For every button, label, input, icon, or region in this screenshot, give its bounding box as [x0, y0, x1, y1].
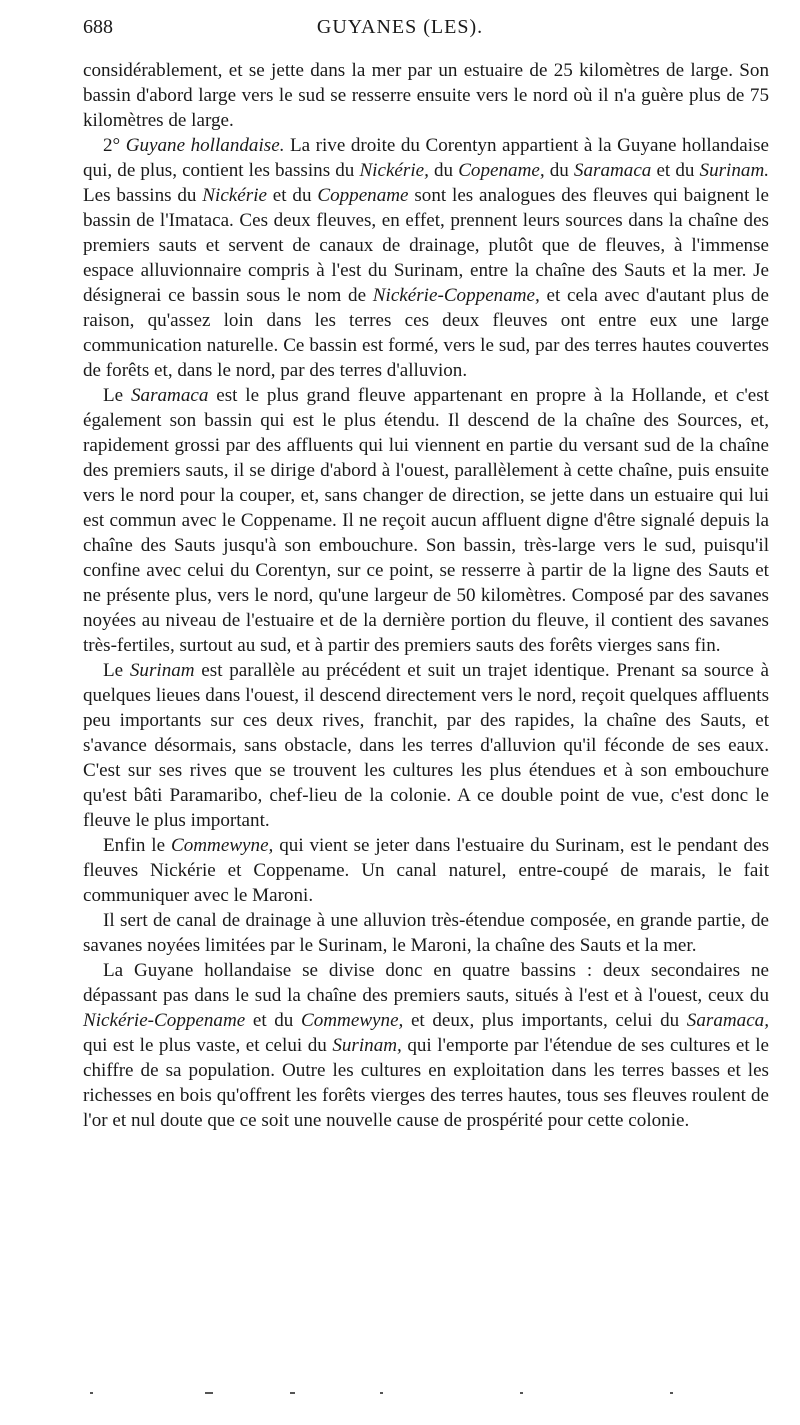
- text-run: est parallèle au précédent et suit un trajet identique. Prenant sa source à quelques lieues dans l'ouest, il descend directement vers le nord, reçoit quelques affluents peu importants sur ces deux rives, franchit, par des rapides, la chaîne des Sauts, et s'avance désormais, sans obstacle, dans les terres d'alluvion qu'il féconde de ses eaux. C'est sur ses rives que se trouvent les cultures les plus étendues et à son embouchure qu'est bâti Paramaribo, chef-lieu de la colonie. A ce double point de vue, c'est donc le fleuve le plus important.: [83, 660, 769, 831]
- italic-term: Saramaca,: [686, 1010, 769, 1031]
- text-run: La Guyane hollandaise se divise donc en quatre bassins : deux secondaires ne dépassant pas dans le sud la chaîne des premiers sauts, situés à l'est et à l'ouest, ceux du: [83, 960, 769, 1006]
- body-text: [83, 58, 769, 1133]
- text-run: Le: [103, 660, 130, 681]
- paragraph-p1: [83, 58, 769, 133]
- text-run: sont les analogues des fleuves qui baignent le bassin de l'Imataca. Ces deux fleuves, en effet, prennent leurs sources dans la chaîne des premiers sauts et servent de canaux de drainage, plutôt que de fleuves, à l'immense espace alluvionnaire compris à l'est du Surinam, entre la chaîne des Sauts et la mer. Je désignerai ce bassin sous le nom de: [83, 185, 770, 306]
- text-run: et du: [245, 1010, 301, 1031]
- text-run: Enfin le: [103, 835, 171, 856]
- italic-term: Commewyne,: [170, 835, 274, 856]
- text-run: et cela avec d'autant plus de raison, qu'assez loin dans les terres ces deux fleuves ont entre eux une large communication naturelle. Ce bassin est formé, vers le sud, par des terres hautes couvertes de forêts et, dans le nord, par des terres d'alluvion.: [83, 285, 769, 381]
- italic-term: Nickérie-Coppename: [83, 1010, 246, 1031]
- text-run: Le: [103, 385, 131, 406]
- italic-term: Nickérie,: [359, 160, 429, 181]
- italic-term: Nickérie: [202, 185, 267, 206]
- text-run: du: [428, 160, 459, 181]
- running-title: GUYANES (LES).: [316, 16, 484, 38]
- text-run: La rive droite du Corentyn appartient à la Guyane hollandaise qui, de plus, contient les bassins du: [83, 135, 769, 181]
- paragraph-p5: [83, 833, 769, 908]
- page-number: 688: [83, 16, 113, 38]
- paragraph-p3: [83, 383, 769, 658]
- text-run: qui vient se jeter dans l'estuaire du Surinam, est le pendant des fleuves Nickérie et Coppename. Un canal naturel, entre-coupé de marais, le fait communiquer avec le Maroni.: [83, 835, 769, 906]
- paragraph-p4: [83, 658, 769, 833]
- text-run: est le plus grand fleuve appartenant en propre à la Hollande, et c'est également son bassin qui est le plus étendu. Il descend de la chaîne des Sources, et, rapidement grossi par des affluents qui lui viennent en partie du versant sud de la chaîne des premiers sauts, il se dirige d'abord à l'ouest, parallèlement à cette chaîne, puis ensuite vers le nord pour la couper, et, sans changer de direction, se jette dans un estuaire qui lui est commun avec le Coppename. Il ne reçoit aucun affluent digne d'être signalé depuis la chaîne des Sauts jusqu'à son embouchure. Son bassin, très-large vers le sud, puisqu'il confine avec celui du Corentyn, sur ce point, se resserre à partir de la ligne des Sauts et ne présente plus, vers le nord, qu'une largeur de 50 kilomètres. Composé par des savanes noyées au niveau de l'estuaire et de la dernière portion du fleuve, il contient des savanes très-fertiles, surtout au sud, et à partir des premiers sauts des forêts vierges sans fin.: [83, 385, 769, 656]
- paragraph-p2: [83, 133, 769, 383]
- text-run: considérablement, et se jette dans la mer par un estuaire de 25 kilomètres de large. Son bassin d'abord large vers le sud se resserre ensuite vers le nord où il n'a guère plus de 75 kilomètres de large.: [83, 60, 769, 131]
- italic-term: Copename,: [458, 160, 545, 181]
- running-header: [0, 16, 800, 46]
- text-run: du: [544, 160, 574, 181]
- italic-term: Surinam.: [699, 160, 770, 181]
- paragraph-p7: [83, 958, 769, 1133]
- text-run: Les bassins du: [83, 185, 203, 206]
- italic-term: Commewyne,: [300, 1010, 404, 1031]
- text-run: et deux, plus importants, celui du: [403, 1010, 687, 1031]
- italic-term: Guyane hollandaise.: [125, 135, 285, 156]
- text-run: qui l'emporte par l'étendue de ses cultures et le chiffre de sa population. Outre les cultures en exploitation dans les terres basses et les richesses en bois qu'offrent les forêts vierges des terres hautes, tous ses fleuves roulent de l'or et nul doute que ce soit une nouvelle cause de prospérité pour cette colonie.: [83, 1035, 769, 1131]
- italic-term: Surinam: [129, 660, 195, 681]
- page-specks: [80, 1386, 780, 1400]
- text-run: Il sert de canal de drainage à une alluvion très-étendue composée, en grande partie, de savanes noyées limitées par le Surinam, le Maroni, la chaîne des Sauts et la mer.: [83, 910, 769, 956]
- text-run: et du: [266, 185, 318, 206]
- italic-term: Saramaca: [573, 160, 652, 181]
- italic-term: Surinam,: [332, 1035, 402, 1056]
- italic-term: Saramaca: [130, 385, 209, 406]
- text-run: et du: [651, 160, 700, 181]
- italic-term: Nickérie-Coppename,: [372, 285, 540, 306]
- text-run: qui est le plus vaste, et celui du: [83, 1035, 333, 1056]
- paragraph-p6: [83, 908, 769, 958]
- text-run: 2°: [103, 135, 126, 156]
- italic-term: Coppename: [317, 185, 409, 206]
